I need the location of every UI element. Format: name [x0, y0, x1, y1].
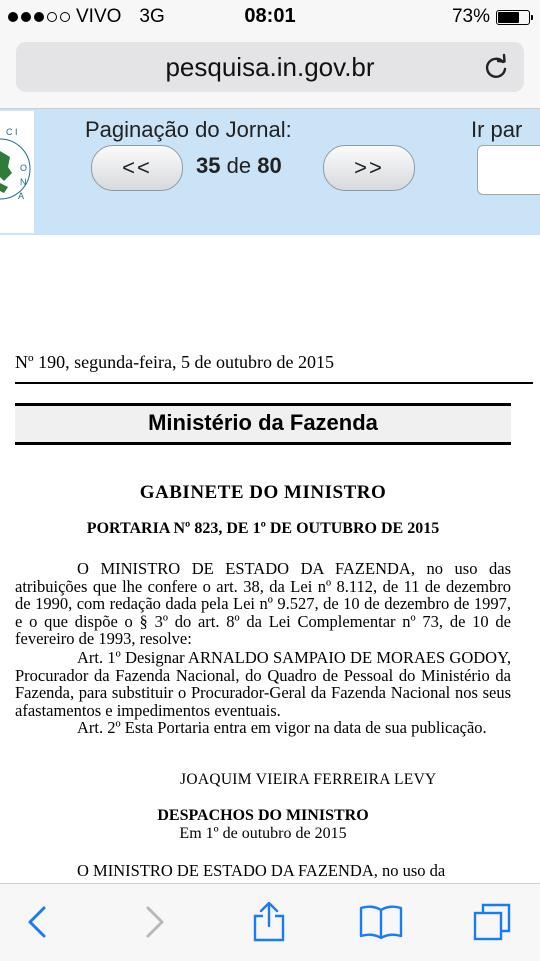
pagination-label: Paginação do Jornal: — [85, 117, 292, 142]
forward-icon[interactable] — [134, 902, 174, 942]
portaria-title: PORTARIA Nº 823, DE 1º DE OUTUBRO DE 2015 — [86, 520, 440, 537]
clock: 08:01 — [244, 5, 296, 27]
next-page-button[interactable]: >> — [323, 145, 415, 191]
svg-text:O: O — [20, 163, 28, 173]
despachos-title: DESPACHOS DO MINISTRO — [157, 807, 369, 824]
signature: JOAQUIM VIEIRA FERREIRA LEVY — [180, 771, 437, 788]
ministry-banner — [15, 403, 511, 445]
reload-icon[interactable] — [482, 53, 510, 81]
page-indicator — [196, 153, 282, 179]
browser-address-area — [0, 34, 540, 109]
url-text[interactable]: pesquisa.in.gov.br — [165, 52, 375, 82]
ministry-title: Ministério da Fazenda — [148, 410, 378, 435]
share-icon[interactable] — [249, 902, 289, 942]
status-bar — [0, 0, 540, 34]
battery-status — [452, 6, 530, 28]
carrier-name: VIVO — [76, 6, 122, 27]
page-separator: de — [226, 153, 252, 178]
battery-icon — [496, 10, 530, 25]
battery-percent: 73% — [451, 6, 490, 27]
coat-of-arms-logo — [0, 111, 34, 233]
svg-text:A: A — [18, 191, 25, 201]
paragraph: O MINISTRO DE ESTADO DA FAZENDA, no uso das atribuições que lhe confere o art. 38, da Lei nº 8.112, de 11 de dezembro de 1990, com redação dada pela Lei nº 9.527, de 10 de dezembro de 1997, e o que dispõe o § 3º do art. 8º da Lei Complementar nº 73, de 10 de fevereiro de 1993, resolve: — [15, 559, 511, 648]
svg-text:N: N — [20, 177, 27, 187]
bookmarks-icon[interactable] — [359, 902, 403, 942]
despachos-date: Em 1º de outubro de 2015 — [179, 825, 347, 842]
network-type: 3G — [139, 6, 165, 27]
section-title: GABINETE DO MINISTRO — [139, 482, 387, 503]
pagination-bar — [0, 109, 540, 235]
goto-page-input[interactable] — [477, 145, 540, 195]
tabs-icon[interactable] — [472, 902, 512, 942]
goto-page-label: Ir par — [471, 117, 523, 142]
browser-toolbar — [0, 883, 540, 961]
previous-page-button[interactable]: << — [91, 145, 183, 191]
header-rule — [15, 382, 533, 384]
svg-text:C I: C I — [6, 127, 18, 137]
paragraph: O MINISTRO DE ESTADO DA FAZENDA, no uso da — [77, 861, 446, 880]
address-bar[interactable] — [16, 42, 524, 92]
paragraph: Art. 1º Designar ARNALDO SAMPAIO DE MORAES GODOY, Procurador da Fazenda Nacional, do Quadro de Pessoal do Ministério da Fazenda, para substituir o Procurador-Geral da Fazenda Nacional nos seus afastamentos e impedimentos eventuais. — [15, 648, 511, 720]
issue-date-line: Nº 190, segunda-feira, 5 de outubro de 2015 — [15, 352, 334, 372]
paragraph: Art. 2º Esta Portaria entra em vigor na data de sua publicação. — [77, 718, 487, 737]
back-icon[interactable] — [18, 902, 58, 942]
total-pages: 80 — [257, 153, 282, 178]
current-page: 35 — [196, 153, 221, 178]
